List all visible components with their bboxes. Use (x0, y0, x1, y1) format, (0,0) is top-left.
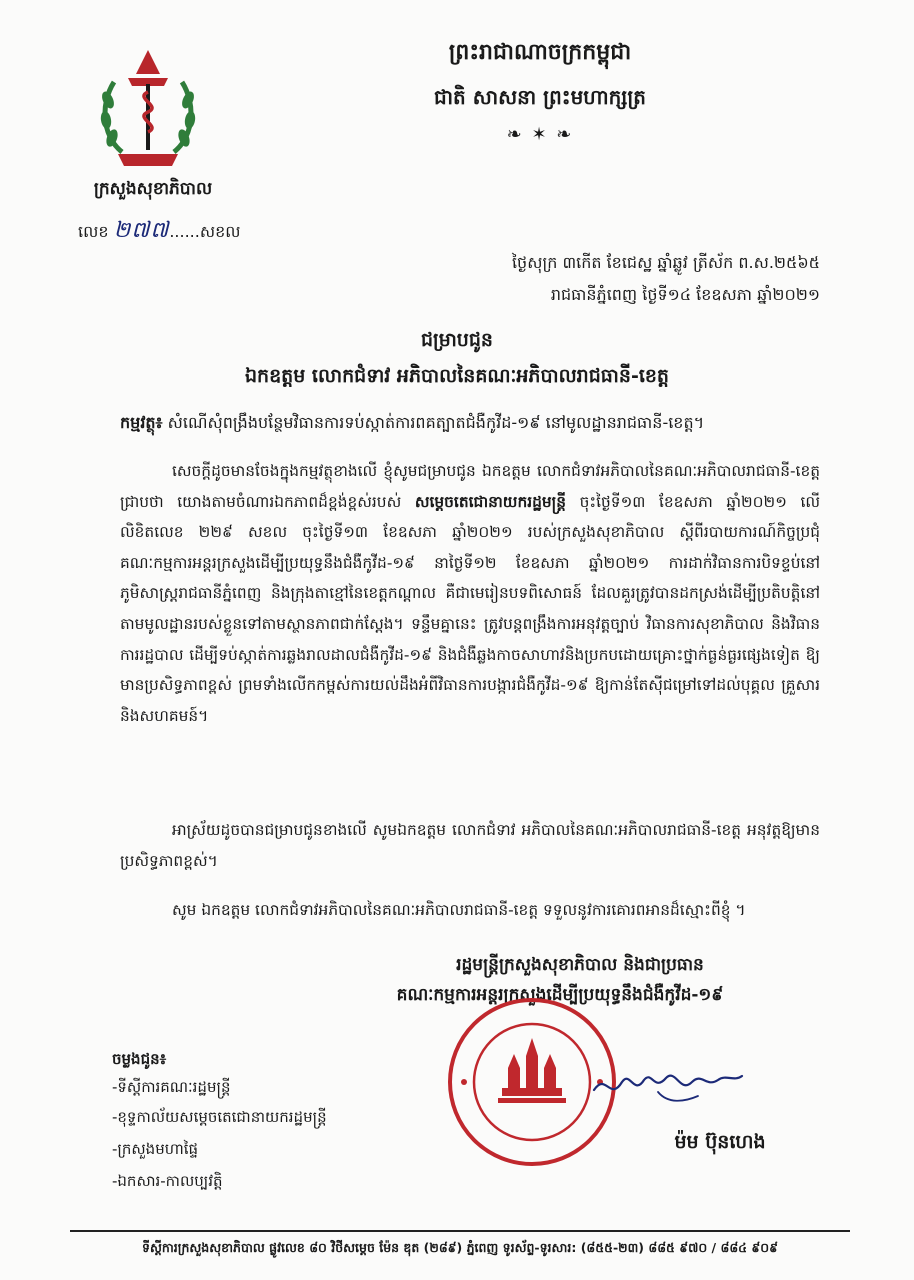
reference-number (78, 216, 268, 248)
recipient-name: ឯកឧត្តម លោកជំទាវ អភិបាលនៃគណៈអភិបាលរាជធានី-ខេត្ត (245, 365, 669, 387)
date-lunar: ថ្ងៃសុក្រ ៣កើត ខែជេស្ឋ ឆ្នាំឆ្លូវ ត្រីស័ក ព.ស.២៥៦៥ (511, 253, 820, 272)
ministry-name: ក្រសួងសុខាភិបាល (93, 179, 213, 199)
cc-item: -ខុទ្ទកាល័យសម្តេចតេជោនាយករដ្ឋមន្ត្រី (112, 1108, 327, 1126)
ref-number: ២៧៧ (113, 218, 170, 243)
kingdom-title: ព្រះរាជាណាចក្រកម្ពុជា (448, 40, 632, 65)
recipient-title: ជម្រាបជូន (421, 329, 493, 351)
subject-line (120, 410, 820, 436)
cc-item: -ទីស្តីការគណៈរដ្ឋមន្ត្រី (112, 1078, 231, 1096)
paragraph-1-part-a: សេចក្តីដូចមានចែងក្នុងកម្មវត្ថុខាងលើ ខ្ញុំសូមជម្រាបជូន ឯកឧត្តម លោកជំទាវអភិបាលនៃគណៈអភិបាលរាជធានី-ខេត្ត ជ្រាបថា យោងតាមចំណារឯកភាពដ៏ខ្ពង់ខ្ពស់របស់ (120, 462, 820, 511)
ministry-of-health-logo (92, 44, 204, 174)
subject-text: សំណើសុំពង្រឹងបន្ថែមវិធានការទប់ស្កាត់ការពគត្បាតជំងឺកូវីដ-១៩ នៅមូលដ្ឋានរាជធានី-ខេត្ត។ (167, 413, 705, 432)
national-motto: ជាតិ សាសនា ព្រះមហាក្សត្រ (434, 85, 646, 109)
footer-divider (70, 1230, 850, 1232)
footer-address: ទីស្តីការក្រសួងសុខាភិបាល ផ្លូវលេខ ៨០ វិថីសម្តេច ម៉ែន ឌុត (២៨៩) ភ្នំពេញ ទូរស័ព្ទ-ទូរសារ: (៨៥៥-២៣) ៨៨៥ ៩៧០ / ៨៨៤ ៩០៩ (142, 1240, 778, 1255)
body-paragraph-2: អាស្រ័យដូចបានជម្រាបជូនខាងលើ សូមឯកឧត្តម លោកជំទាវ អភិបាលនៃគណៈអភិបាលរាជធានី-ខេត្ត អនុវត្តឱ្យមានប្រសិទ្ធភាពខ្ពស់។ (120, 821, 820, 870)
signatory-title-line-2: គណៈកម្មការអន្តរក្រសួងដើម្បីប្រយុទ្ធនឹងជំងឺកូវីដ-១៩ (396, 985, 724, 1005)
date-gregorian: រាជធានីភ្នំពេញ ថ្ងៃទី១៤ ខែឧសភា ឆ្នាំ២០២១ (550, 285, 820, 304)
cc-item: -ក្រសួងមហាផ្ទៃ (112, 1140, 199, 1158)
handwritten-signature (588, 1052, 748, 1112)
signatory-title-line-1: រដ្ឋមន្ត្រីក្រសួងសុខាភិបាល និងជាប្រធាន (456, 955, 704, 975)
paragraph-1-part-b: ចុះថ្ងៃទី១៣ ខែឧសភា ឆ្នាំ២០២១ លើលិខិតលេខ ២២៩ សខល ចុះថ្ងៃទី១៣ ខែឧសភា ឆ្នាំ២០២១ របស់ក្រសួងសុខាភិបាល ស្តីពីរបាយការណ៍កិច្ចប្រជុំគណៈកម្មការអន្តរក្រសួងដើម្បីប្រយុទ្ធនឹងជំងឺកូវីដ-១៩ នាថ្ងៃទី១២ ខែឧសភា ឆ្នាំ២០២១ ការដាក់វិធានការបិទខ្ទប់នៅភូមិសាស្ត្ររាជធានីភ្នំពេញ និងក្រុងតាខ្មៅនៃខេត្តកណ្តាល គឺជាមេរៀនបទពិសោធន៍ ដែលគួរត្រូវបានដកស្រង់ដើម្បីប្រតិបត្តិនៅតាមមូលដ្ឋានរបស់ខ្លួនទៅតាមស្ថានភាពជាក់ស្តែង។ ទន្ទឹមគ្នានេះ ត្រូវបន្តពង្រឹងការអនុវត្តច្បាប់ វិធានការសុខាភិបាល និងវិធានការរដ្ឋបាល ដើម្បីទប់ស្កាត់ការឆ្លងរាលដាលជំងឺកូវីដ-១៩ និងជំងឺឆ្លងកាចសាហាវនិងប្រកបដោយគ្រោះថ្នាក់ធ្ងន់ធ្ងរផ្សេងទៀត ឱ្យមានប្រសិទ្ធភាពខ្ពស់ ព្រមទាំងលើកកម្ពស់ការយល់ដឹងអំពីវិធានការបង្ការជំងឺកូវីដ-១៩ ឱ្យកាន់តែស៊ីជម្រៅទៅដល់បុគ្គល គ្រួសារ និងសហគមន៍។ (120, 492, 820, 725)
cc-title: ចម្លងជូន៖ (112, 1050, 167, 1068)
subject-label: កម្មវត្ថុ៖ (120, 413, 163, 432)
body-paragraph-3: សូម ឯកឧត្តម លោកជំទាវអភិបាលនៃគណៈអភិបាលរាជធានី-ខេត្ត ទទួលនូវការគោរពអានដ៏ស្មោះពីខ្ញុំ ។ (172, 901, 746, 919)
header-ornament: ❧ ✶ ❧ (506, 124, 574, 145)
body-paragraph-1 (120, 456, 820, 731)
ref-suffix: ......សខល (169, 222, 241, 241)
paragraph-1-emphasis: សម្តេចតេជោនាយករដ្ឋមន្ត្រី (414, 492, 566, 511)
cc-item: -ឯកសារ-កាលប្បវត្តិ (112, 1172, 223, 1190)
ref-prefix: លេខ (78, 222, 109, 241)
signer-name: ម៉ម ប៊ុនហេង (674, 1131, 766, 1153)
